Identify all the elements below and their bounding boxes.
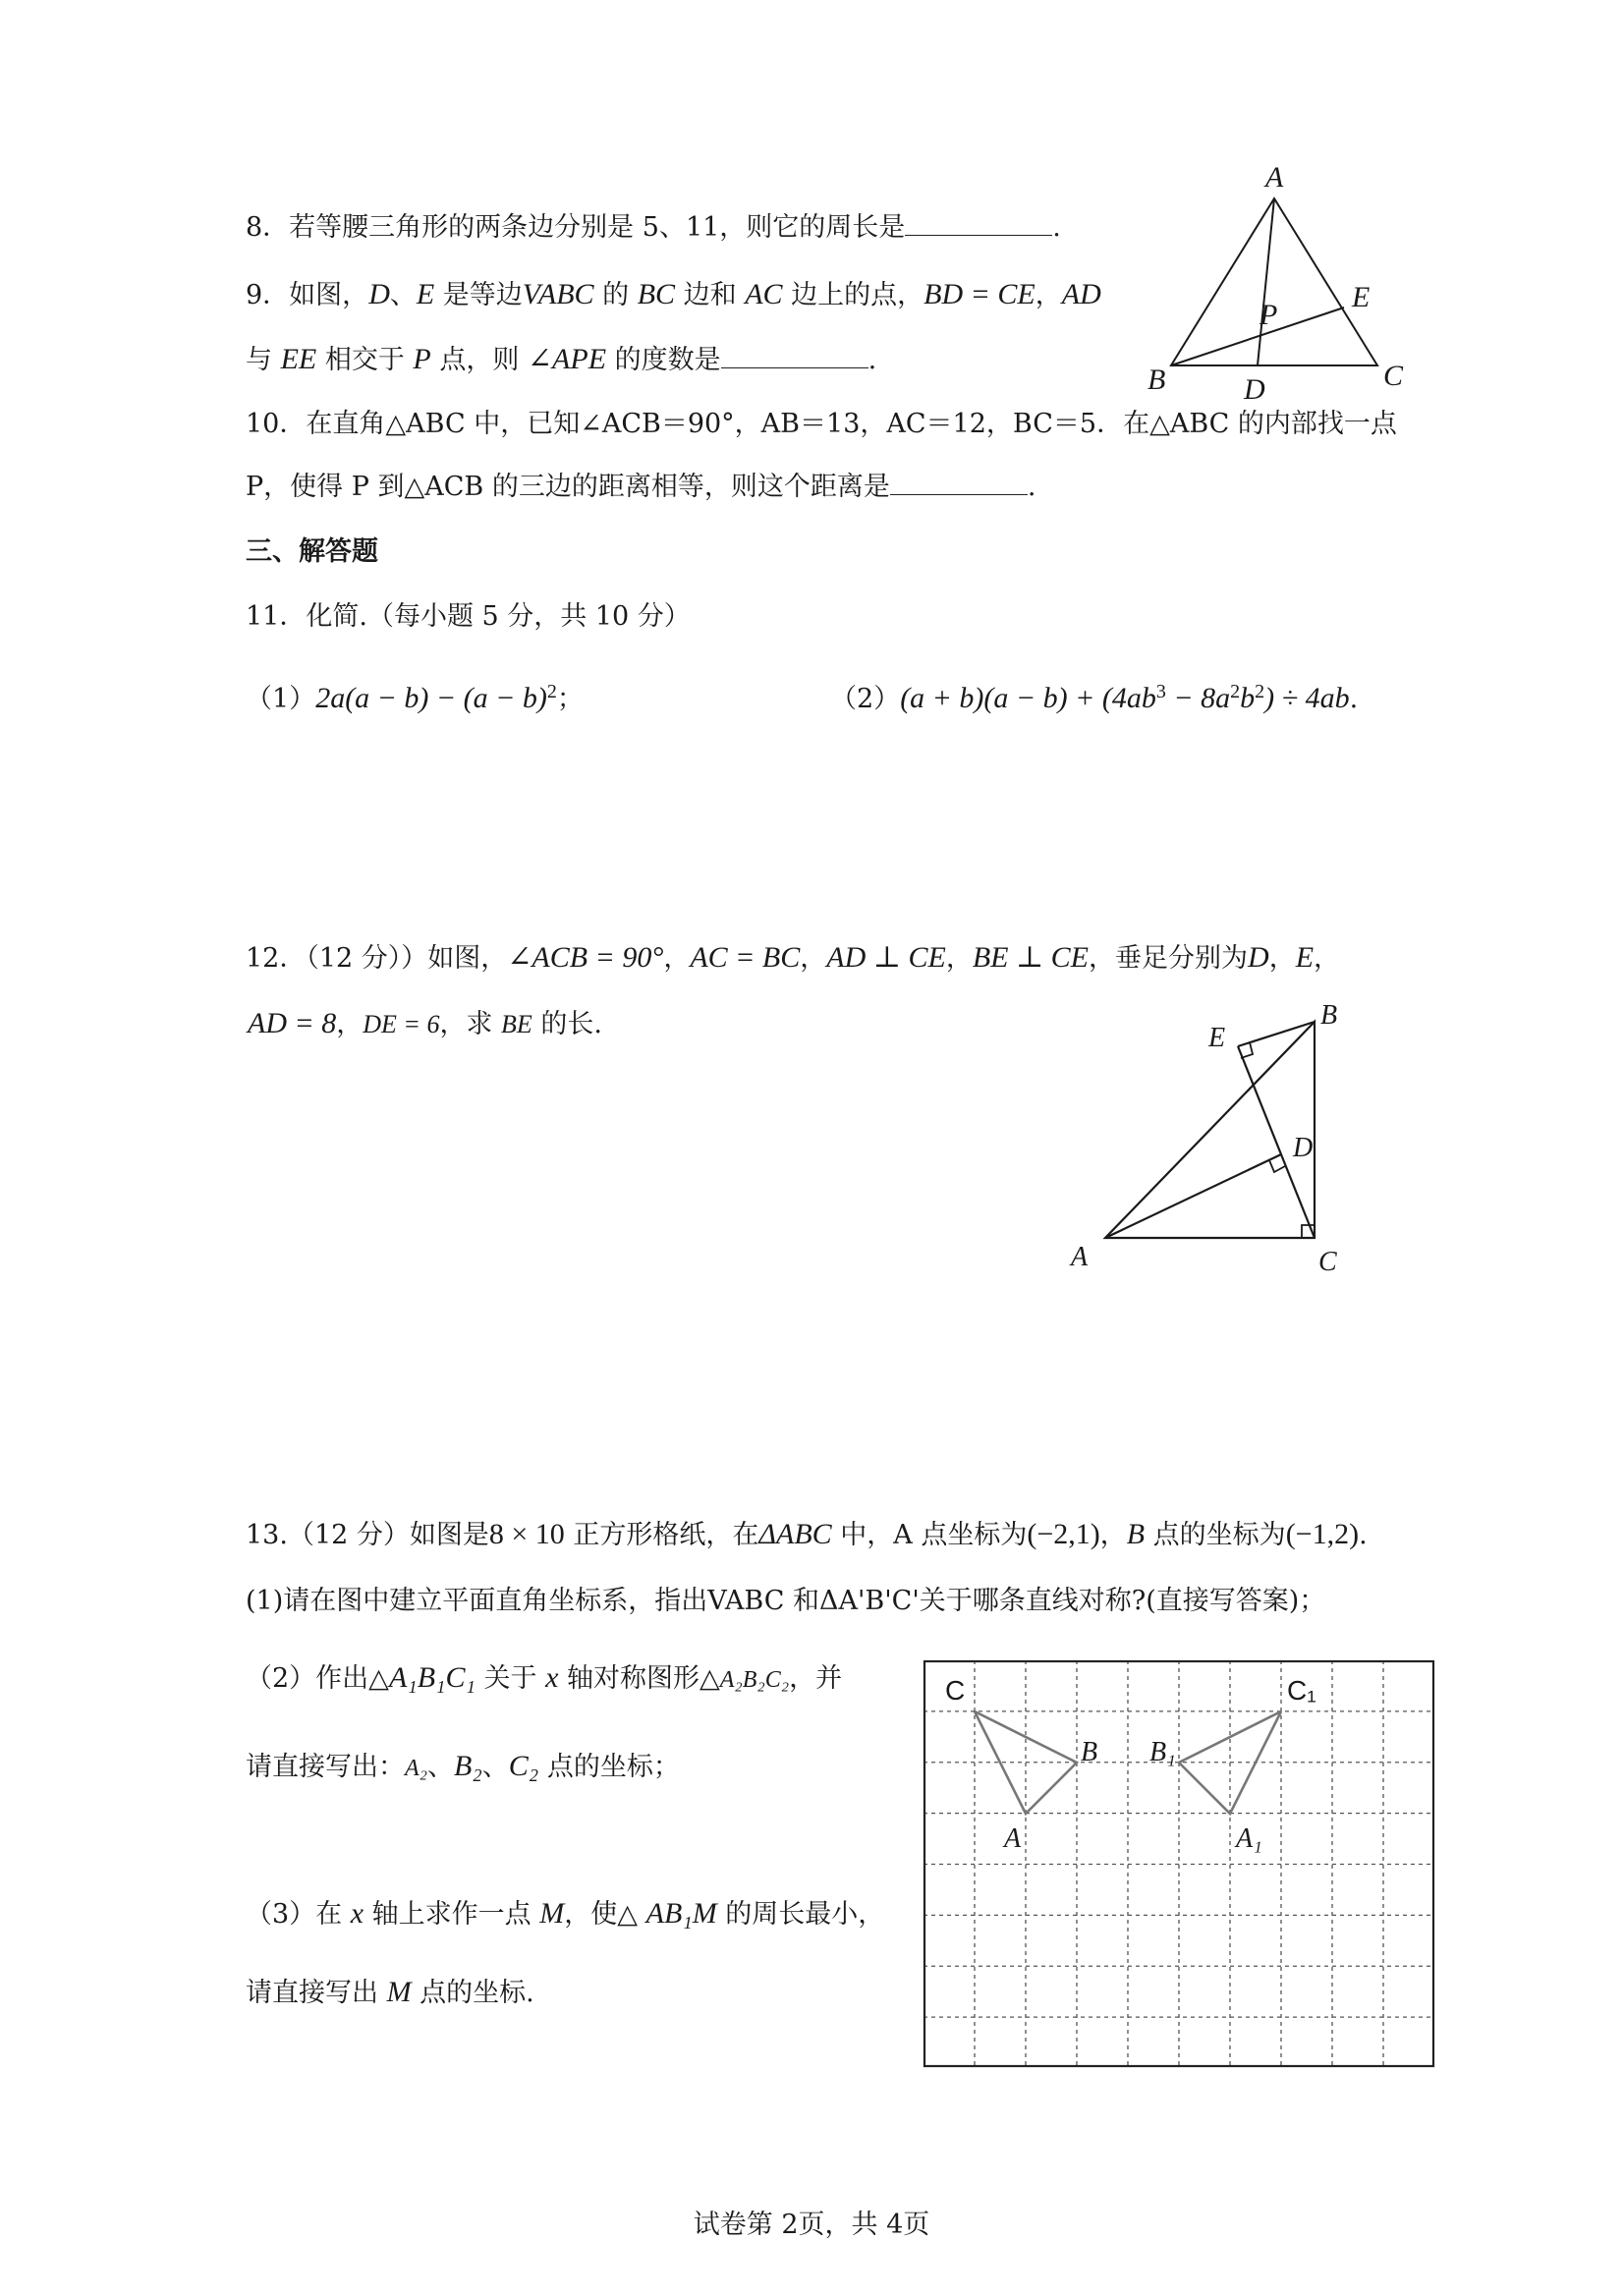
q13-text: （3）在 xyxy=(246,1899,351,1930)
page-footer: 试卷第 2页，共 4页 xyxy=(693,2210,930,2240)
q9-answer-blank[interactable] xyxy=(721,342,868,368)
q9-text: ， xyxy=(1035,280,1062,310)
question-13-part-1: (1)请在图中建立平面直角坐标系，指出VABC 和ΔA'B'C'关于哪条直线对称?(直接写答案)； xyxy=(246,1586,1326,1616)
q9-label-e: E xyxy=(1352,281,1371,313)
q13-label-a1: A₁ xyxy=(1236,1823,1262,1854)
question-9-line-2 xyxy=(246,340,876,380)
q9-math-bc: BC xyxy=(637,278,676,310)
q13-math: M xyxy=(539,1897,565,1930)
q12-text: ， xyxy=(1268,943,1296,974)
q10-period: . xyxy=(1027,472,1036,502)
q13-text: 轴对称图形△ xyxy=(558,1663,720,1694)
q9-text: 9．如图， xyxy=(246,280,369,310)
q9-text: 是等边 xyxy=(434,280,523,310)
q9-math-angle-ape: ∠APE xyxy=(527,343,607,375)
q12-text: 12．（12 分））如图， xyxy=(246,943,508,974)
q11-p2-expression: ) ÷ 4ab xyxy=(1264,682,1350,714)
question-11-part-1 xyxy=(246,672,584,719)
q13-text: 点的坐标； xyxy=(538,1752,680,1782)
question-13-part-2-line-1 xyxy=(246,1658,842,1700)
q12-label-c: C xyxy=(1318,1247,1337,1277)
q13-text: 、 xyxy=(427,1752,455,1782)
q13-math: x xyxy=(350,1897,364,1930)
q8-text: 8．若等腰三角形的两条边分别是 5、11，则它的周长是 xyxy=(246,212,906,243)
question-12-line-1 xyxy=(246,938,1340,979)
q12-label-d: D xyxy=(1293,1133,1314,1163)
q9-math-ad: AD xyxy=(1061,278,1101,310)
q10-answer-blank[interactable] xyxy=(890,469,1028,495)
q9-math-bd-ce: BD = CE xyxy=(923,278,1035,310)
q11-p2-expression: b xyxy=(1240,682,1256,714)
q12-math: D xyxy=(1248,941,1269,974)
q11-p2-label: （2） xyxy=(830,684,901,714)
question-10-line-1: 10．在直角△ABC 中，已知∠ACB＝90°，AB＝13，AC＝12，BC＝5．在△ABC 的内部找一点 xyxy=(246,409,1397,439)
q9-math-d: D xyxy=(368,278,390,310)
q12-math: AD ⊥ CE xyxy=(826,941,946,974)
q13-text: ，使△ xyxy=(564,1899,646,1930)
q12-math: BE xyxy=(501,1010,532,1038)
q9-math-triangle: VABC xyxy=(522,278,594,310)
q11-p1-end: ； xyxy=(556,684,584,714)
q11-p1-label: （1） xyxy=(246,684,316,714)
q12-text: ， xyxy=(336,1009,364,1039)
question-10-line-2 xyxy=(246,468,1035,507)
q12-label-e: E xyxy=(1208,1023,1226,1053)
q9-label-a: A xyxy=(1265,161,1284,194)
q9-text: 相交于 xyxy=(316,345,414,375)
q13-text: 中，A 点坐标为 xyxy=(831,1520,1028,1550)
q13-math: A₁B₁C₁ xyxy=(388,1661,476,1694)
q9-text: 点，则 xyxy=(430,345,528,375)
q11-p2-exponent: 3 xyxy=(1155,681,1166,702)
q13-label-b1: B₁ xyxy=(1149,1737,1176,1767)
q13-text: 、 xyxy=(481,1752,509,1782)
q13-text: ，并 xyxy=(789,1663,843,1694)
q11-p2-expression: − 8a xyxy=(1165,682,1231,714)
q13-text: 关于 xyxy=(475,1663,546,1694)
q10-text: P，使得 P 到△ACB 的三边的距离相等，则这个距离是 xyxy=(246,472,890,502)
q8-answer-blank[interactable] xyxy=(905,209,1052,236)
q11-p2-exponent: 2 xyxy=(1230,681,1241,702)
q13-math: M xyxy=(386,1976,412,2008)
q13-text: . xyxy=(1359,1520,1368,1550)
question-12-line-2 xyxy=(248,1004,602,1044)
q13-math: B₂ xyxy=(454,1750,482,1782)
q9-text: 、 xyxy=(389,280,417,310)
q9-math-e: E xyxy=(416,278,435,310)
q13-label-b: B xyxy=(1081,1737,1098,1767)
q13-label-a: A xyxy=(1004,1823,1022,1854)
q9-label-b: B xyxy=(1147,364,1166,396)
section-3-heading: 三、解答题 xyxy=(246,536,378,567)
q13-text: 点的坐标为 xyxy=(1145,1520,1286,1550)
question-8 xyxy=(246,208,1061,248)
q9-text: 边上的点， xyxy=(782,280,924,310)
q13-math: B xyxy=(1126,1518,1146,1550)
q12-text: ， xyxy=(945,943,973,974)
q11-p2-expression: (a + b)(a − b) + (4ab xyxy=(900,682,1156,714)
q13-text: ， xyxy=(1099,1520,1127,1550)
q13-text: 轴上求作一点 xyxy=(364,1899,540,1930)
q9-label-p: P xyxy=(1259,299,1278,331)
question-11-part-2 xyxy=(830,672,1358,719)
q13-math: x xyxy=(545,1661,559,1694)
q11-p2-end: . xyxy=(1349,684,1359,714)
q11-p2-exponent: 2 xyxy=(1255,681,1265,702)
q13-label-c1: C₁ xyxy=(1287,1675,1316,1706)
q12-math: ∠ACB = 90° xyxy=(507,941,664,974)
q13-text: 的周长最小， xyxy=(716,1899,885,1930)
q13-math: (−2,1) xyxy=(1027,1518,1100,1550)
q9-math-p: P xyxy=(413,343,431,375)
q13-text: 13.（12 分）如图是 xyxy=(246,1520,489,1550)
q13-text: 请直接写出 xyxy=(246,1978,387,2008)
q12-text: 的长. xyxy=(532,1009,602,1039)
q13-math: 8 × 10 xyxy=(488,1518,565,1550)
q12-math: E xyxy=(1295,941,1315,974)
q12-text: ， xyxy=(663,943,691,974)
q11-p1-exponent: 2 xyxy=(546,681,557,702)
q9-text: 的度数是 xyxy=(606,345,721,375)
q13-math: C₂ xyxy=(508,1750,539,1782)
q12-math: DE = 6 xyxy=(363,1010,440,1038)
q9-text: 边和 xyxy=(675,280,746,310)
q9-math-ee: EE xyxy=(280,343,317,375)
q9-period: . xyxy=(867,345,877,375)
q8-period: . xyxy=(1052,212,1061,243)
q12-triangle-figure xyxy=(1061,987,1395,1282)
q12-math: BE ⊥ CE xyxy=(972,941,1090,974)
q13-math: ΔABC xyxy=(758,1518,832,1550)
question-13-part-2-line-2 xyxy=(246,1747,680,1788)
question-13-part-3-line-2 xyxy=(246,1973,534,2013)
q11-p1-expression: 2a(a − b) − (a − b) xyxy=(315,682,547,714)
q12-text: ，垂足分别为 xyxy=(1089,943,1249,974)
q9-text: 的 xyxy=(593,280,638,310)
q12-math: AC = BC xyxy=(690,941,801,974)
q9-math-ac: AC xyxy=(745,278,783,310)
q13-text: 点的坐标. xyxy=(411,1978,534,2008)
q12-text: ，求 xyxy=(439,1009,502,1039)
q9-label-d: D xyxy=(1244,373,1265,406)
q13-text: （2）作出△ xyxy=(246,1663,389,1694)
q12-text: ， xyxy=(1314,943,1341,974)
q13-text: 正方形格纸，在 xyxy=(564,1520,759,1550)
q9-text: 与 xyxy=(246,345,281,375)
q13-grid-figure xyxy=(923,1660,1434,2068)
q13-text: 请直接写出： xyxy=(246,1752,405,1782)
question-9-line-1 xyxy=(246,275,1101,315)
q12-text: ， xyxy=(800,943,827,974)
q9-label-c: C xyxy=(1383,360,1404,392)
question-13-line-1 xyxy=(246,1515,1368,1555)
question-13-part-3-line-1 xyxy=(246,1894,884,1934)
q13-label-c: C xyxy=(945,1675,966,1706)
q9-triangle-figure xyxy=(1140,157,1425,406)
q12-math: AD = 8 xyxy=(248,1007,337,1039)
q13-math: A₂B₂C₂ xyxy=(719,1667,790,1693)
q13-math: A₂ xyxy=(405,1756,428,1781)
q13-math: (−1,2) xyxy=(1285,1518,1360,1550)
question-11-title: 11．化简.（每小题 5 分，共 10 分） xyxy=(246,601,691,632)
q12-label-a: A xyxy=(1071,1242,1089,1272)
q13-math: AB₁M xyxy=(645,1897,717,1930)
q12-label-b: B xyxy=(1320,1000,1338,1031)
